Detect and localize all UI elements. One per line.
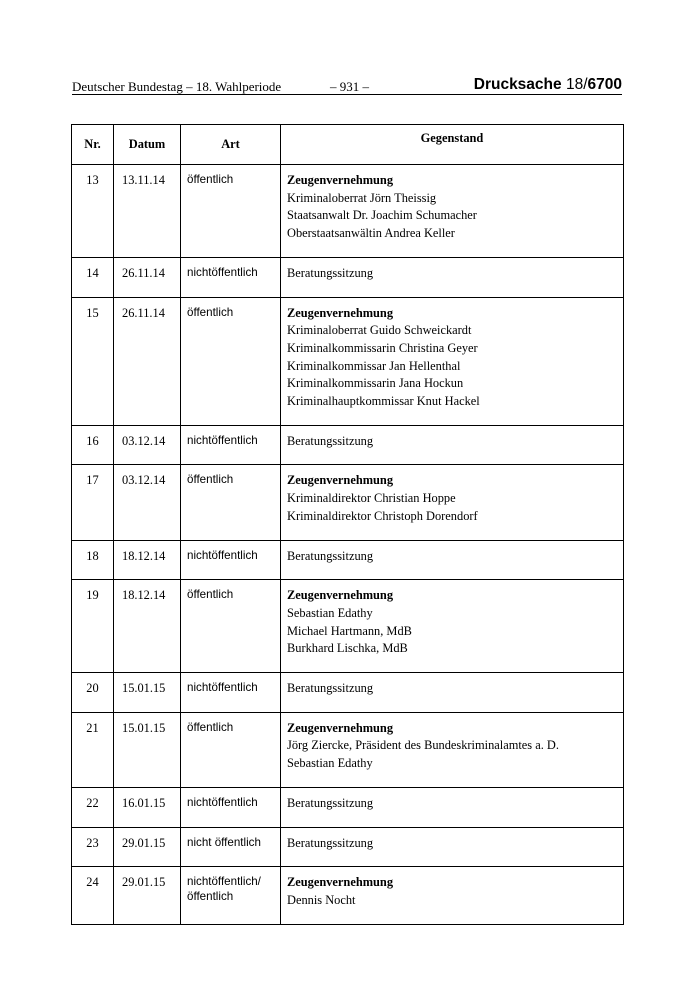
header-publication: Deutscher Bundestag – 18. Wahlperiode [72, 79, 282, 94]
cell-nr: 18 [72, 540, 114, 580]
cell-datum: 15.01.15 [114, 673, 181, 713]
gegenstand-title: Zeugenvernehmung [287, 720, 394, 735]
cell-gegenstand [281, 540, 624, 580]
cell-art: nichtöffentlich/ öffentlich [181, 867, 281, 924]
table-row [72, 540, 624, 580]
column-header-gegenstand: Gegenstand [281, 125, 624, 165]
table-row [72, 165, 624, 258]
gegenstand-line: Beratungssitzung [287, 835, 374, 850]
cell-nr: 17 [72, 465, 114, 540]
table-row [72, 827, 624, 867]
table-row [72, 787, 624, 827]
cell-gegenstand [281, 712, 624, 787]
table-row [72, 580, 624, 673]
gegenstand-line: Michael Hartmann, MdB [287, 623, 412, 638]
gegenstand-line: Kriminalkommissar Jan Hellenthal [287, 358, 461, 373]
cell-art: öffentlich [181, 465, 281, 540]
gegenstand-line: Staatsanwalt Dr. Joachim Schumacher [287, 208, 477, 223]
cell-nr: 15 [72, 297, 114, 425]
table-row [72, 867, 624, 924]
table-row [72, 297, 624, 425]
gegenstand-line: Kriminalkommissarin Jana Hockun [287, 376, 464, 391]
gegenstand-line: Beratungssitzung [287, 265, 374, 280]
gegenstand-line: Burkhard Lischka, MdB [287, 641, 408, 656]
cell-datum: 18.12.14 [114, 540, 181, 580]
table-row [72, 712, 624, 787]
cell-nr: 21 [72, 712, 114, 787]
gegenstand-line: Kriminalkommissarin Christina Geyer [287, 340, 478, 355]
table-row [72, 425, 624, 465]
hearings-table [71, 124, 624, 925]
cell-gegenstand [281, 297, 624, 425]
cell-gegenstand [281, 165, 624, 258]
cell-gegenstand [281, 580, 624, 673]
doc-number-prefix: 18/ [565, 76, 588, 93]
gegenstand-title: Zeugenvernehmung [287, 473, 394, 488]
cell-art: nichtöffentlich [181, 540, 281, 580]
cell-nr: 22 [72, 787, 114, 827]
cell-art: nichtöffentlich [181, 787, 281, 827]
cell-gegenstand [281, 425, 624, 465]
gegenstand-title: Zeugenvernehmung [287, 173, 394, 187]
cell-art: öffentlich [181, 712, 281, 787]
cell-datum: 26.11.14 [114, 257, 181, 297]
header-page-number: – 931 – [330, 79, 369, 94]
gegenstand-line: Beratungssitzung [287, 681, 374, 696]
cell-art: nichtöffentlich [181, 257, 281, 297]
cell-datum: 03.12.14 [114, 425, 181, 465]
cell-nr: 16 [72, 425, 114, 465]
cell-nr: 20 [72, 673, 114, 713]
gegenstand-line: Kriminalhauptkommissar Knut Hackel [287, 394, 480, 409]
gegenstand-line: Beratungssitzung [287, 795, 374, 810]
table-row [72, 465, 624, 540]
cell-gegenstand [281, 257, 624, 297]
cell-art: öffentlich [181, 297, 281, 425]
cell-nr: 13 [72, 165, 114, 258]
table-body [72, 165, 624, 925]
gegenstand-line: Sebastian Edathy [287, 756, 373, 771]
gegenstand-line: Beratungssitzung [287, 433, 374, 448]
cell-gegenstand [281, 673, 624, 713]
column-header-datum: Datum [114, 125, 181, 165]
page-header [72, 77, 622, 95]
gegenstand-line: Kriminaloberrat Jörn Theissig [287, 190, 437, 205]
gegenstand-line: Kriminaldirektor Christoph Dorendorf [287, 508, 478, 523]
cell-nr: 14 [72, 257, 114, 297]
cell-gegenstand [281, 465, 624, 540]
gegenstand-line: Jörg Ziercke, Präsident des Bundeskriminalamtes a. D. [287, 738, 559, 753]
cell-datum: 29.01.15 [114, 827, 181, 867]
gegenstand-title: Zeugenvernehmung [287, 305, 394, 320]
gegenstand-line: Kriminaldirektor Christian Hoppe [287, 491, 456, 506]
gegenstand-line: Oberstaatsanwältin Andrea Keller [287, 226, 455, 241]
doc-number-main: 6700 [587, 76, 622, 93]
cell-gegenstand [281, 867, 624, 924]
gegenstand-line: Dennis Nocht [287, 892, 356, 907]
cell-datum: 18.12.14 [114, 580, 181, 673]
doc-label: Drucksache [473, 76, 562, 93]
gegenstand-line: Sebastian Edathy [287, 605, 373, 620]
table-row [72, 673, 624, 713]
cell-datum: 26.11.14 [114, 297, 181, 425]
cell-nr: 24 [72, 867, 114, 924]
cell-art: öffentlich [181, 580, 281, 673]
cell-nr: 19 [72, 580, 114, 673]
cell-datum: 29.01.15 [114, 867, 181, 924]
cell-datum: 13.11.14 [114, 165, 181, 258]
cell-gegenstand [281, 827, 624, 867]
cell-art: nichtöffentlich [181, 673, 281, 713]
column-header-art: Art [181, 125, 281, 165]
table-row [72, 257, 624, 297]
gegenstand-line: Kriminaloberrat Guido Schweickardt [287, 323, 472, 338]
header-rule [72, 94, 622, 95]
table-header-row [72, 125, 624, 165]
column-header-nr: Nr. [72, 125, 114, 165]
gegenstand-title: Zeugenvernehmung [287, 588, 394, 603]
cell-datum: 16.01.15 [114, 787, 181, 827]
cell-art: nicht öffentlich [181, 827, 281, 867]
header-doc-number [474, 76, 622, 94]
cell-art: nichtöffentlich [181, 425, 281, 465]
gegenstand-line: Beratungssitzung [287, 548, 374, 563]
cell-gegenstand [281, 787, 624, 827]
cell-datum: 15.01.15 [114, 712, 181, 787]
gegenstand-title: Zeugenvernehmung [287, 875, 394, 890]
cell-datum: 03.12.14 [114, 465, 181, 540]
cell-art: öffentlich [181, 165, 281, 258]
cell-nr: 23 [72, 827, 114, 867]
